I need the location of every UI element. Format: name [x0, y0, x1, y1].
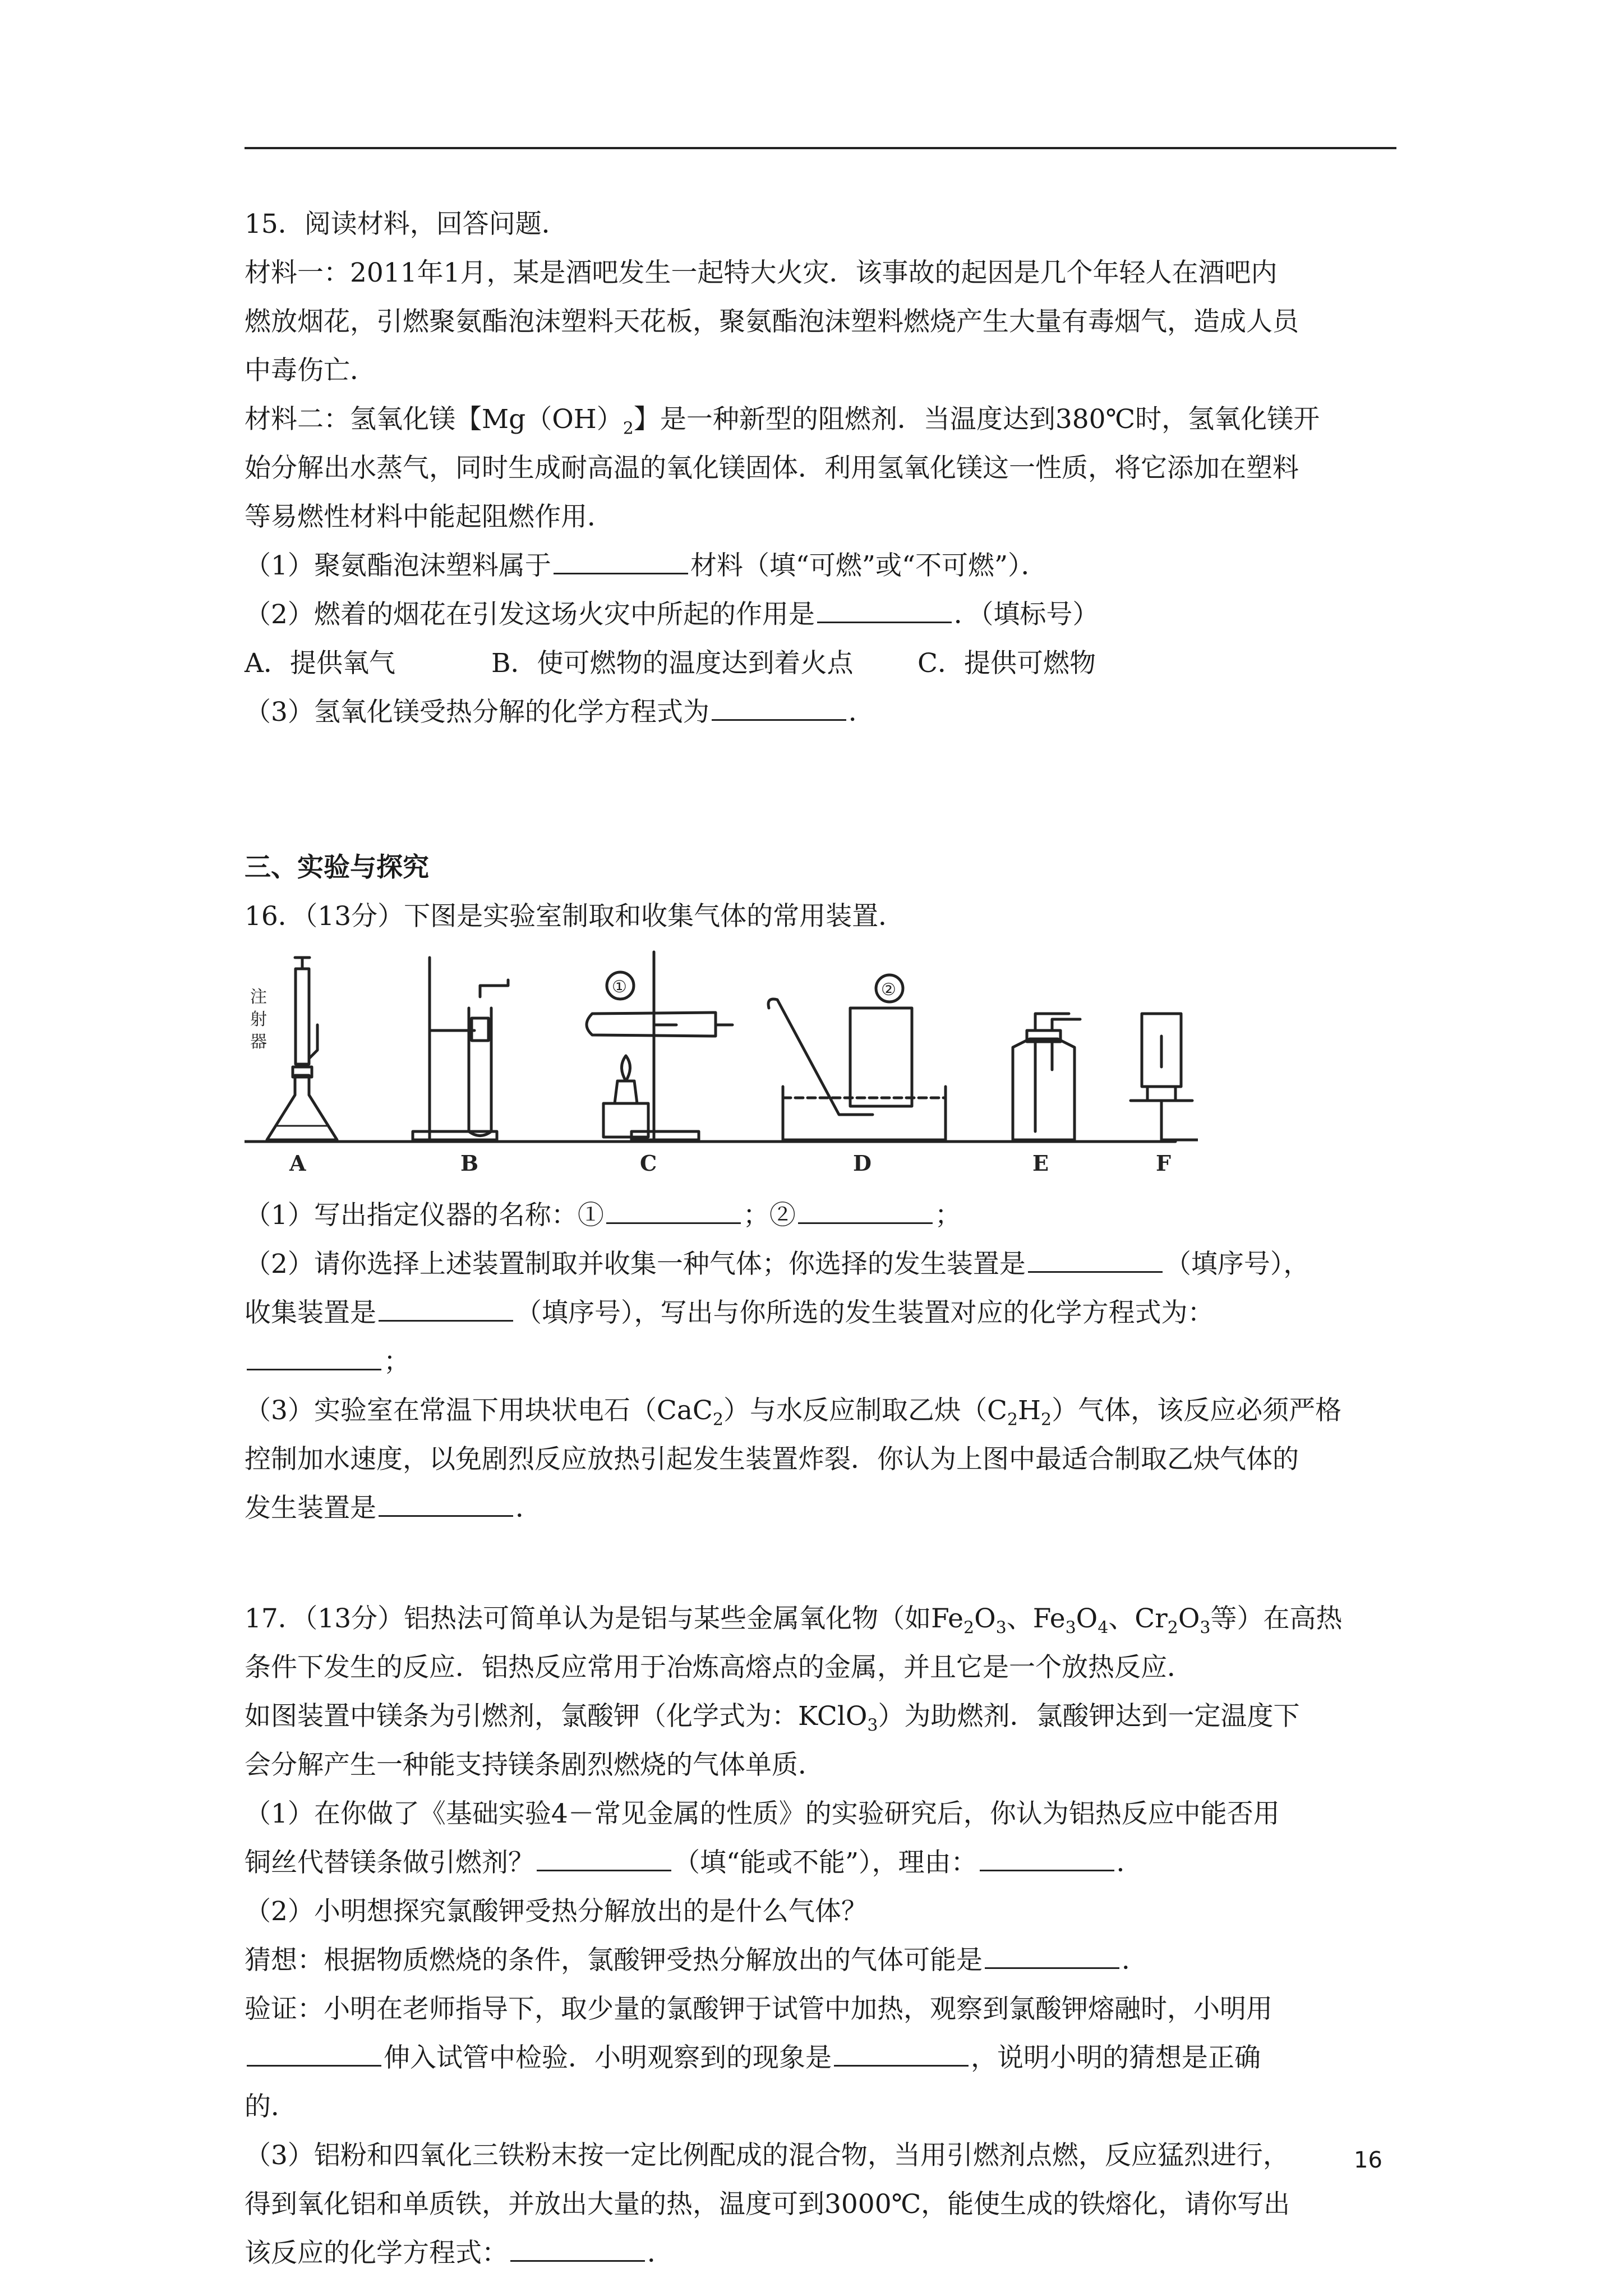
q15-material2-line2: 始分解出水蒸气，同时生成耐高温的氧化镁固体．利用氢氧化镁这一性质，将它添加在塑料	[245, 453, 1299, 484]
subscript: 2	[963, 1618, 975, 1638]
label-a: A	[289, 1151, 306, 1176]
q17-line2: 条件下发生的反应．铝热反应常用于冶炼高熔点的金属，并且它是一个放热反应．	[245, 1652, 1193, 1683]
text-span: （3）氢氧化镁受热分解的化学方程式为	[245, 697, 709, 728]
q15-material2-line3: 等易燃性材料中能起阻燃作用．	[245, 501, 614, 532]
answer-blank[interactable]	[247, 1346, 381, 1370]
text-span: 如图装置中镁条为引燃剂，氯酸钾（化学式为：KClO	[245, 1701, 868, 1732]
apparatus-b	[413, 958, 508, 1140]
q17-part3-line2: 得到氧化铝和单质铁，并放出大量的热，温度可到3000℃，能使生成的铁熔化，请你写出	[245, 2189, 1290, 2220]
answer-blank[interactable]	[606, 1200, 741, 1224]
text-span: 伸入试管中检验．小明观察到的现象是	[384, 2042, 832, 2073]
q17-part3-line3	[245, 2229, 1400, 2277]
text-span: ．	[1122, 1945, 1148, 1976]
q16-part2-line1	[245, 1240, 1400, 1289]
answer-blank[interactable]	[834, 2042, 969, 2067]
subscript: 2	[1007, 1410, 1018, 1430]
text-span: 发生装置是	[245, 1493, 376, 1524]
text-span: ，说明小明的猜想是正确	[971, 2042, 1261, 2073]
text-span: ）为助燃剂．氯酸钾达到一定温度下	[878, 1701, 1300, 1732]
q16-part2-line3	[245, 1337, 1400, 1386]
text-span: 、Fe	[1006, 1603, 1066, 1634]
text-span: （填序号），写出与你所选的发生装置对应的化学方程式为：	[515, 1297, 1214, 1328]
q17-part1-line2	[245, 1838, 1400, 1887]
subscript: 3	[867, 1715, 878, 1736]
text-span: 材料二：氢氧化镁【Mg（OH）	[245, 404, 623, 435]
option-c: C．提供可燃物	[917, 648, 1096, 679]
text-span: ．	[1116, 1847, 1143, 1878]
text-span: 、Cr	[1108, 1603, 1168, 1634]
q16-part3-line2: 控制加水速度，以免剧烈反应放热引起发生装置炸裂．你认为上图中最适合制取乙炔气体的	[245, 1444, 1299, 1475]
syringe-label-1: 注	[250, 987, 267, 1007]
option-b: B．使可燃物的温度达到着火点	[491, 648, 854, 679]
text-span: 材料（填“可燃”或“不可燃”）．	[690, 550, 1048, 581]
text-span: 收集装置是	[245, 1297, 376, 1328]
text-span: （填序号），	[1164, 1249, 1310, 1280]
label-d: D	[853, 1151, 872, 1176]
apparatus-e	[1013, 1014, 1080, 1140]
text-span: （1）聚氨酯泡沫塑料属于	[245, 550, 551, 581]
q15-options	[245, 639, 1400, 688]
text-span: O	[1178, 1603, 1200, 1634]
apparatus-c	[587, 952, 732, 1140]
answer-blank[interactable]	[510, 2238, 645, 2262]
text-span: 17．（13分）铝热法可简单认为是铝与某些金属氧化物（如Fe	[245, 1603, 963, 1634]
q17-part1-line1: （1）在你做了《基础实验4－常见金属的性质》的实验研究后，你认为铝热反应中能否用	[245, 1798, 1280, 1829]
label-b: B	[460, 1151, 479, 1176]
header-rule	[245, 147, 1396, 149]
text-span: 】是一种新型的阻燃剂．当温度达到380℃时，氢氧化镁开	[633, 404, 1320, 435]
q15-title: 15．阅读材料，回答问题．	[245, 209, 568, 240]
apparatus-diagram	[245, 946, 1198, 1188]
apparatus-figure	[245, 946, 1198, 1188]
answer-blank[interactable]	[537, 1847, 671, 1871]
q15-material1-line1: 材料一：2011年1月，某是酒吧发生一起特大火灾．该事故的起因是几个年轻人在酒吧内	[245, 257, 1278, 288]
page-number: 16	[1354, 2147, 1382, 2173]
subscript: 3	[1065, 1618, 1076, 1638]
q15-material1-line3: 中毒伤亡．	[245, 355, 376, 386]
text-span: 等）在高热	[1210, 1603, 1343, 1634]
answer-blank[interactable]	[817, 599, 952, 623]
q15-material1-line2: 燃放烟花，引燃聚氨酯泡沫塑料天花板，聚氨酯泡沫塑料燃烧产生大量有毒烟气，造成人员	[245, 306, 1299, 337]
answer-blank[interactable]	[980, 1847, 1114, 1871]
text-span: （1）写出指定仪器的名称：①	[245, 1200, 604, 1231]
answer-blank[interactable]	[379, 1297, 513, 1322]
q17-line3	[245, 1692, 1400, 1741]
answer-blank[interactable]	[1028, 1249, 1163, 1273]
subscript: 3	[1200, 1618, 1211, 1638]
q17-part2-line3: 验证：小明在老师指导下，取少量的氯酸钾于试管中加热，观察到氯酸钾熔融时，小明用	[245, 1994, 1272, 2024]
text-span: O	[974, 1603, 996, 1634]
q17-line1	[245, 1594, 1400, 1643]
q15-part3	[245, 688, 1400, 737]
page-content	[245, 200, 1400, 2277]
apparatus-d	[768, 975, 946, 1140]
q15-part1	[245, 541, 1400, 590]
q16-title: 16．（13分）下图是实验室制取和收集气体的常用装置．	[245, 901, 905, 932]
text-span: （3）实验室在常温下用块状电石（CaC	[245, 1395, 713, 1426]
q16-part1	[245, 1191, 1400, 1240]
q16-part3-line3	[245, 1484, 1400, 1533]
text-span: ）气体，该反应必须严格	[1052, 1395, 1342, 1426]
q15-part2	[245, 590, 1400, 639]
q17-line4: 会分解产生一种能支持镁条剧烈燃烧的气体单质．	[245, 1750, 824, 1780]
answer-blank[interactable]	[985, 1945, 1119, 1969]
text-span: ．	[515, 1493, 542, 1524]
subscript: 2	[1167, 1618, 1178, 1638]
text-span: 铜丝代替镁条做引燃剂？	[245, 1847, 534, 1878]
text-span: （2）燃着的烟花在引发这场火灾中所起的作用是	[245, 599, 815, 630]
syringe-label-3: 器	[250, 1032, 267, 1052]
text-span: ．（填标号）	[953, 599, 1099, 630]
text-span: （填“能或不能”），理由：	[674, 1847, 978, 1878]
text-span: 该反应的化学方程式：	[245, 2238, 508, 2269]
marker-2: ②	[881, 980, 896, 1000]
q16-part3-line1	[245, 1386, 1400, 1435]
label-f: F	[1156, 1151, 1171, 1176]
text-span: ．	[647, 2238, 674, 2269]
text-span: ；	[934, 1200, 961, 1231]
apparatus-f	[1131, 1014, 1198, 1140]
subscript: 2	[1041, 1410, 1052, 1430]
label-e: E	[1032, 1151, 1049, 1176]
option-a: A．提供氧气	[245, 648, 395, 679]
answer-blank[interactable]	[247, 2042, 381, 2067]
answer-blank[interactable]	[798, 1200, 933, 1224]
q17-part2-line1: （2）小明想探究氯酸钾受热分解放出的是什么气体？	[245, 1896, 868, 1927]
text-span: （2）请你选择上述装置制取并收集一种气体；你选择的发生装置是	[245, 1249, 1026, 1280]
text-span: ；②	[743, 1200, 796, 1231]
q16-part2-line2	[245, 1289, 1400, 1337]
apparatus-a	[267, 958, 337, 1140]
text-span: ．	[848, 697, 875, 728]
q17-part2-line5: 的．	[245, 2091, 297, 2122]
answer-blank[interactable]	[379, 1493, 513, 1517]
text-span: ；	[384, 1346, 410, 1377]
marker-1: ①	[612, 977, 627, 997]
text-span: 猜想：根据物质燃烧的条件，氯酸钾受热分解放出的气体可能是	[245, 1945, 983, 1976]
subscript: 2	[623, 418, 634, 439]
q15-material2-line1	[245, 395, 1400, 444]
q17-part3-line1: （3）铝粉和四氧化三铁粉末按一定比例配成的混合物，当用引燃剂点燃，反应猛烈进行，	[245, 2140, 1289, 2171]
q17-part2-line4	[245, 2033, 1400, 2082]
subscript: 2	[712, 1410, 723, 1430]
answer-blank[interactable]	[554, 550, 688, 574]
syringe-label-2: 射	[250, 1010, 267, 1029]
subscript: 3	[995, 1618, 1007, 1638]
answer-blank[interactable]	[712, 697, 846, 721]
subscript: 4	[1098, 1618, 1109, 1638]
q17-part2-line2	[245, 1936, 1400, 1985]
text-span: ）与水反应制取乙炔（C	[723, 1395, 1007, 1426]
text-span: O	[1076, 1603, 1098, 1634]
section-title: 三、实验与探究	[245, 852, 429, 883]
text-span: H	[1018, 1395, 1041, 1426]
label-c: C	[640, 1151, 657, 1176]
